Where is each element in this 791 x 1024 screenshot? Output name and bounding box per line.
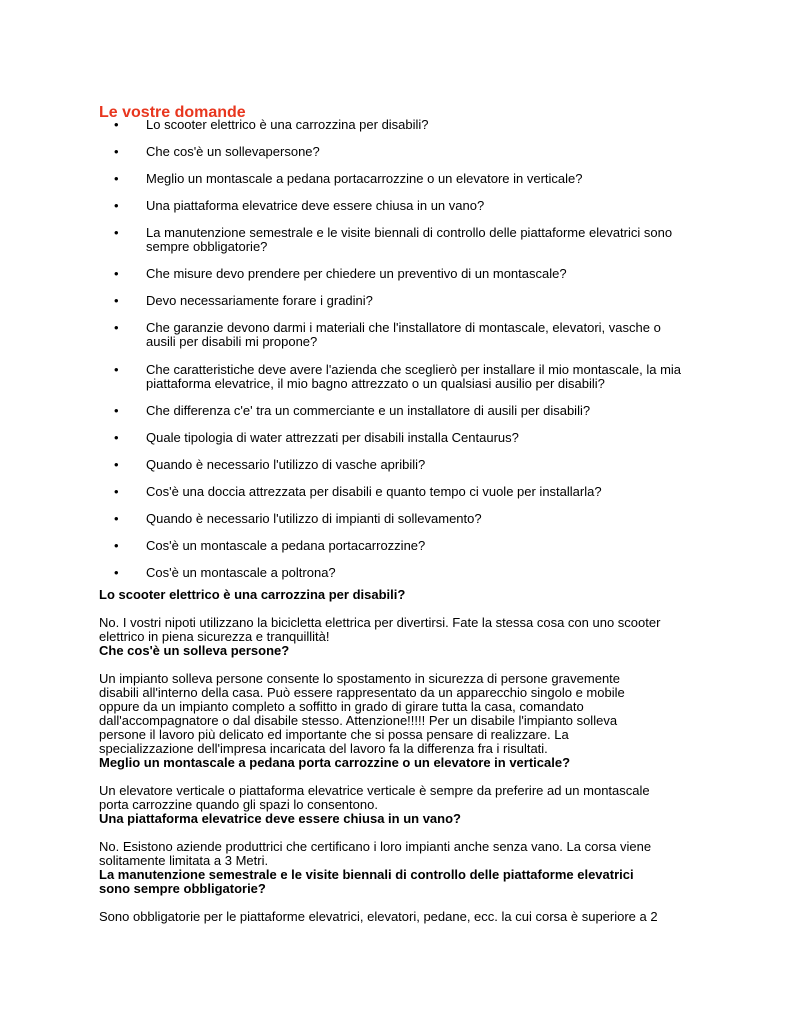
bullet: • [114,198,119,213]
question-link[interactable]: Una piattaforma elevatrice deve essere chiusa in un vano? [146,198,485,213]
answer-text: Un impianto solleva persone consente lo spostamento in sicurezza di persone gravemente disabili all'interno della casa. Può essere rappresentato da un apparecchio singolo e mobile oppure da un impianto completo a soffitto in grado di girare tutta la casa, comandato dall'accompagnatore o dal disabile stesso. Attenzione!!!!! Per un disabile l'impianto solleva persone il lavoro più delicato ed importante che si possa pensare di realizzare. La specializzazione dell'impresa incaricata del lavoro fa la differenza fra i risultati. [99,671,625,756]
question-link[interactable]: Cos'è una doccia attrezzata per disabili e quanto tempo ci vuole per installarla? [146,484,602,499]
bullet: • [114,484,119,499]
answer-text: Sono obbligatorie per le piattaforme elevatrici, elevatori, pedane, ecc. la cui corsa è superiore a 2 [99,909,658,924]
bullet: • [114,225,119,240]
bullet: • [114,266,119,281]
bullet: • [114,403,119,418]
answer-text: Un elevatore verticale o piattaforma elevatrice verticale è sempre da preferire ad un montascale porta carrozzine quando gli spazi lo consentono. [99,783,650,812]
question-link[interactable]: Lo scooter elettrico è una carrozzina per disabili? [146,117,429,132]
question-link[interactable]: Cos'è un montascale a pedana portacarrozzine? [146,538,426,553]
question-link[interactable]: Che cos'è un sollevapersone? [146,144,320,159]
bullet: • [114,362,119,377]
bullet: • [114,538,119,553]
bullet: • [114,457,119,472]
bullet: • [114,511,119,526]
bullet: • [114,144,119,159]
bullet: • [114,171,119,186]
question-link[interactable]: Che caratteristiche deve avere l'azienda che sceglierò per installare il mio montascale, la mia piattaforma elevatrice, il mio bagno attrezzato o un qualsiasi ausilio per disabili? [146,362,682,391]
question-link[interactable]: Meglio un montascale a pedana portacarrozzine o un elevatore in verticale? [146,171,583,186]
question-link[interactable]: Quando è necessario l'utilizzo di vasche apribili? [146,457,426,472]
answer-text: No. I vostri nipoti utilizzano la bicicletta elettrica per divertirsi. Fate la stessa cosa con uno scooter elettrico in piena sicurezza e tranquillità! [99,615,661,644]
question-link[interactable]: Che differenza c'e' tra un commerciante e un installatore di ausili per disabili? [146,403,591,418]
question-link[interactable]: Quale tipologia di water attrezzati per disabili installa Centaurus? [146,430,519,445]
question-heading: Che cos'è un solleva persone? [99,643,290,658]
bullet: • [114,565,119,580]
answers-section [99,588,699,924]
question-link[interactable]: Che garanzie devono darmi i materiali che l'installatore di montascale, elevatori, vasche o ausili per disabili mi propone? [146,320,661,349]
page-title: Le vostre domande [99,103,246,121]
bullet: • [114,320,119,335]
question-link[interactable]: Che misure devo prendere per chiedere un preventivo di un montascale? [146,266,567,281]
question-link[interactable]: Devo necessariamente forare i gradini? [146,293,373,308]
bullet: • [114,117,119,132]
question-heading: La manutenzione semestrale e le visite biennali di controllo delle piattaforme elevatrici sono sempre obbligatorie? [99,867,634,896]
question-link[interactable]: Quando è necessario l'utilizzo di impianti di sollevamento? [146,511,482,526]
question-heading: Meglio un montascale a pedana porta carrozzine o un elevatore in verticale? [99,755,571,770]
bullet: • [114,293,119,308]
answer-text: No. Esistono aziende produttrici che certificano i loro impianti anche senza vano. La corsa viene solitamente limitata a 3 Metri. [99,839,652,868]
question-heading: Una piattaforma elevatrice deve essere chiusa in un vano? [99,811,461,826]
question-heading: Lo scooter elettrico è una carrozzina per disabili? [99,587,406,602]
question-link[interactable]: La manutenzione semestrale e le visite biennali di controllo delle piattaforme elevatrici sono sempre obbligatorie? [146,225,673,254]
bullet: • [114,430,119,445]
question-link[interactable]: Cos'è un montascale a poltrona? [146,565,336,580]
